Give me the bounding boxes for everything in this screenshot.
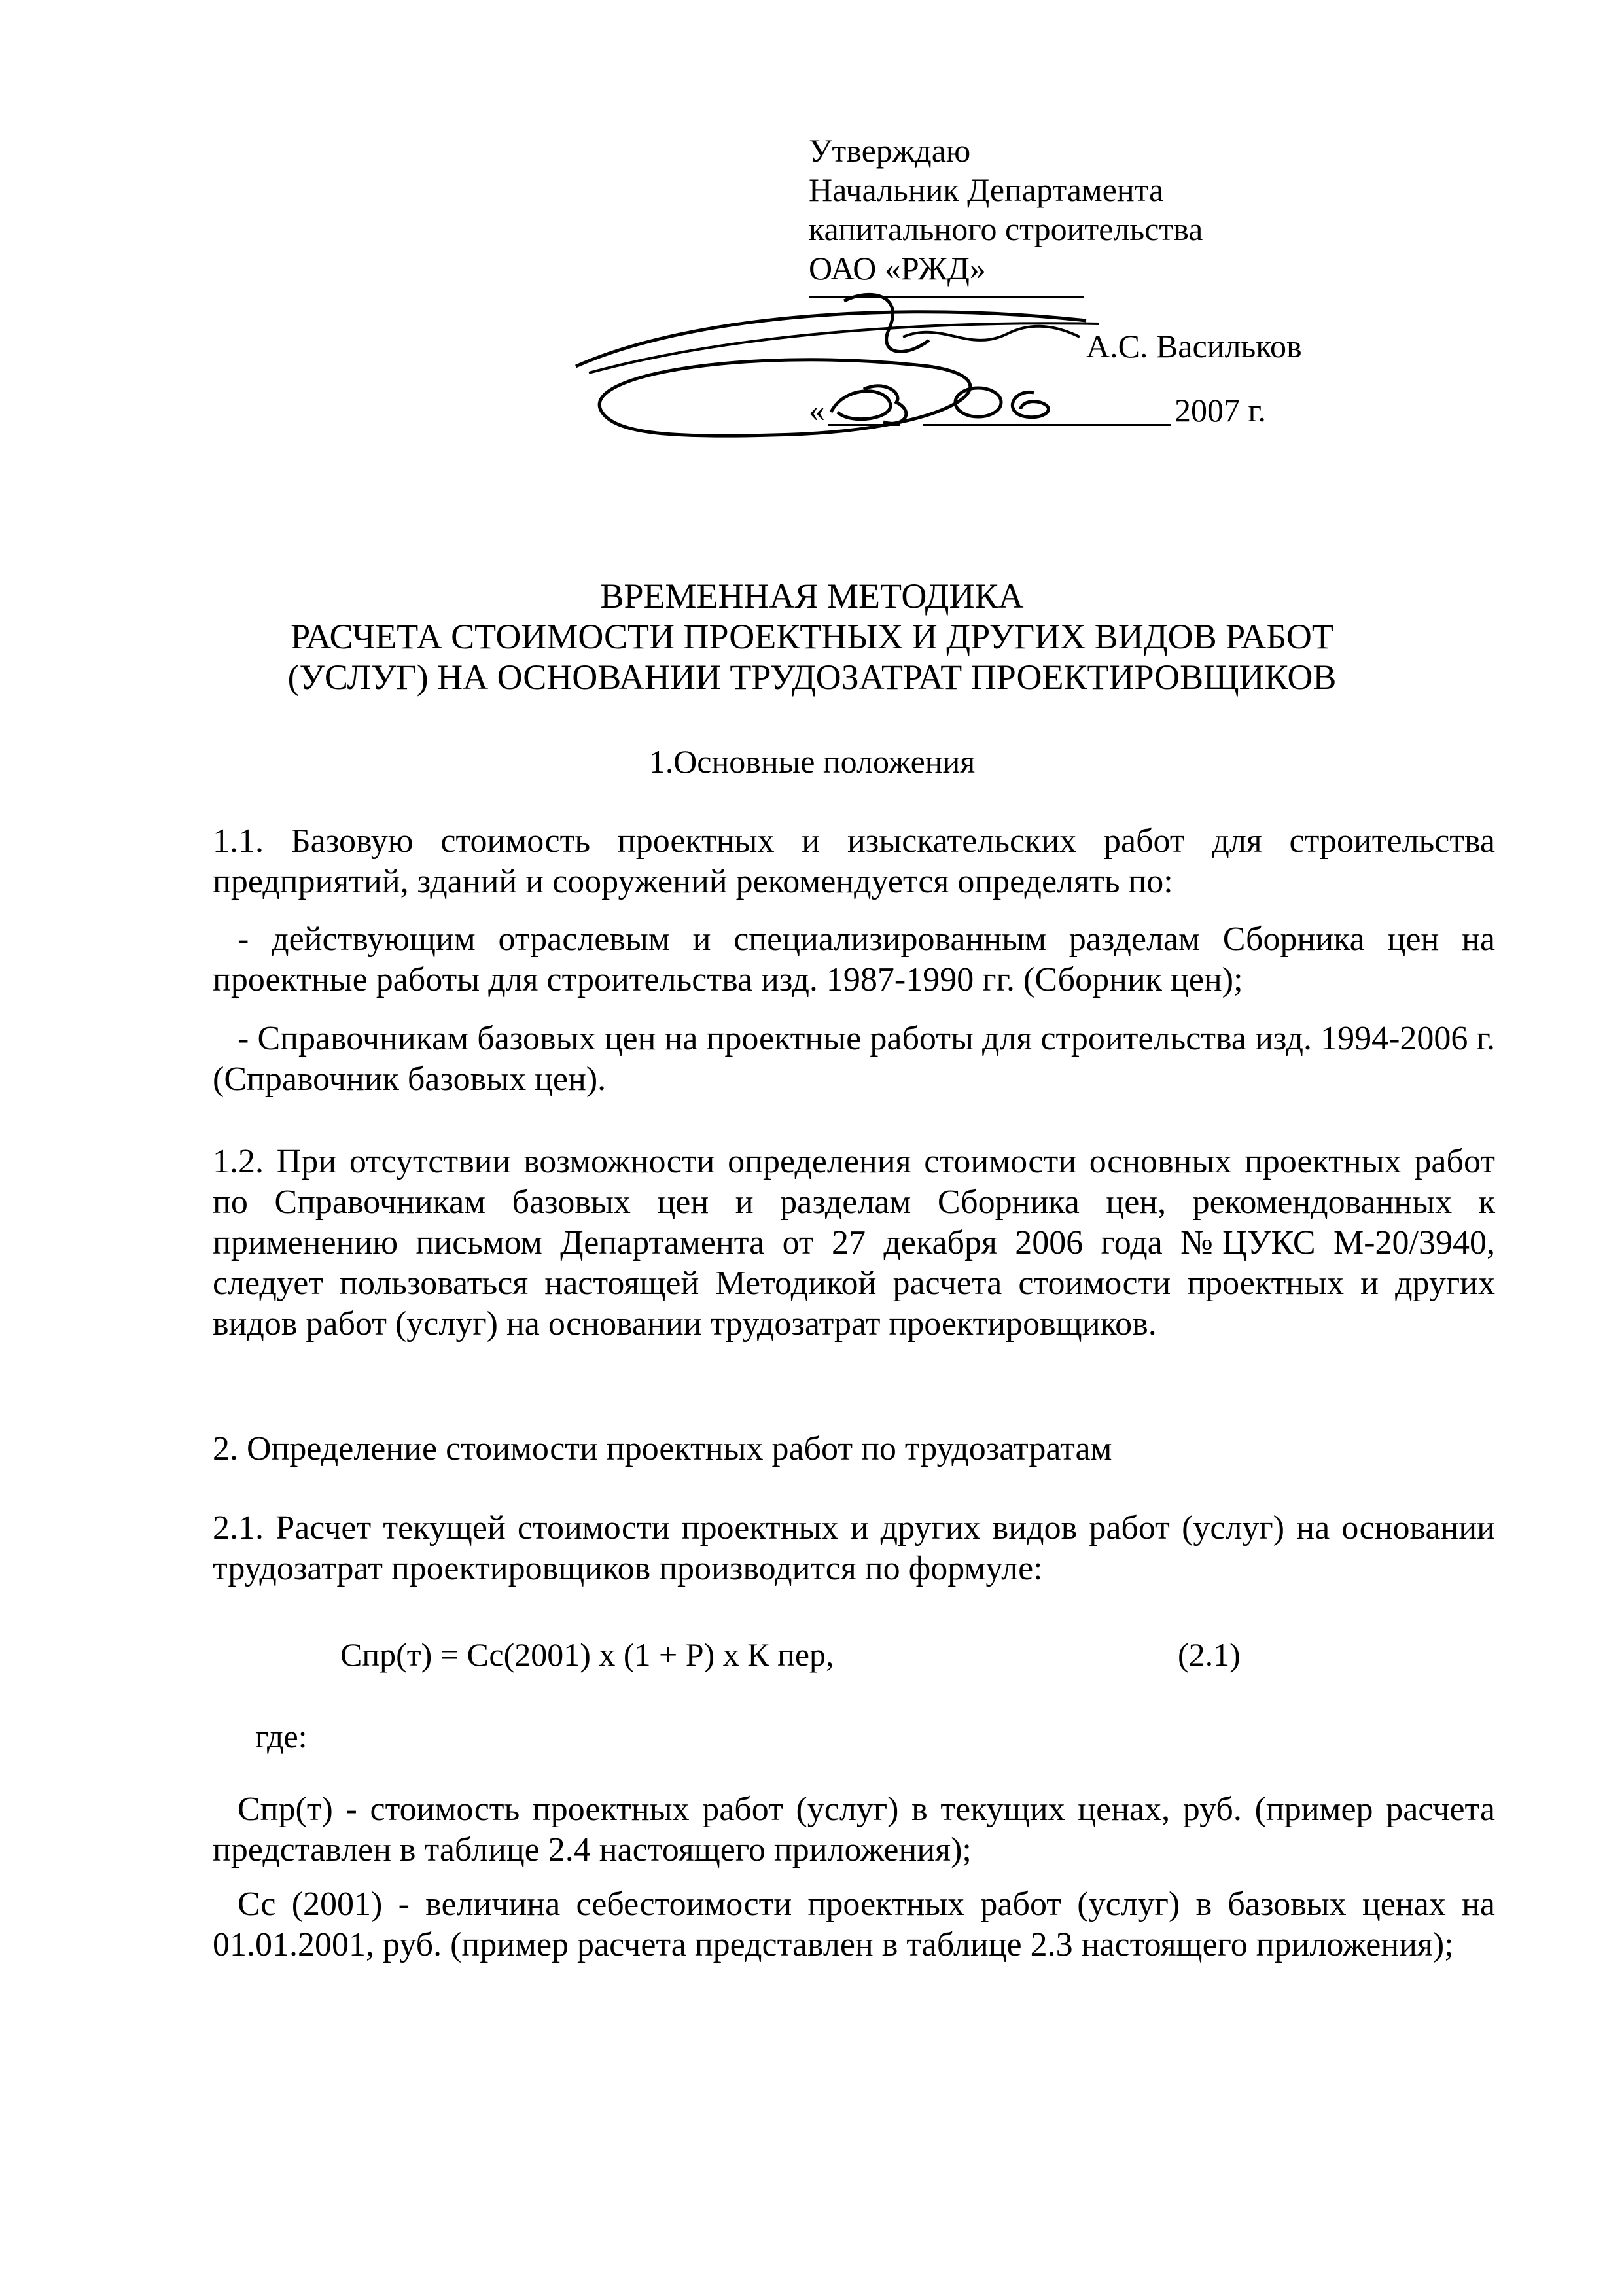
approval-company: ОАО «РЖД» — [809, 250, 986, 287]
paragraph-1-1-a: - действующим отраслевым и специализированным разделам Сборника цен на проектные работы для строительства изд. 1987-1990 гг. (Сборник цен); — [213, 921, 1495, 998]
date-year: 2007 г. — [1174, 392, 1266, 429]
section2-heading: 2. Определение стоимости проектных работ по трудозатратам — [213, 1430, 1112, 1467]
paragraph-1-2: 1.2. При отсутствии возможности определения стоимости основных проектных работ по Справочникам базовых цен и разделам Сборника цен, рекомендованных к применению письмом Департамента от 27 декабря 2006 года №ЦУКС М-20/3940, следует пользоваться настоящей Методикой расчета стоимости проектных и других видов работ (услуг) на основании трудозатрат проектировщиков. — [213, 1143, 1495, 1342]
formula-2-1: Спр(т) = Сс(2001) х (1 + Р) х К пер, — [340, 1636, 834, 1673]
section1-heading: 1.Основные положения — [648, 743, 976, 780]
definition-ss: Сс (2001) - величина себестоимости проектных работ (услуг) в базовых ценах на 01.01.2001, руб. (пример расчета представлен в таблице 2.3 настоящего приложения); — [213, 1885, 1495, 1963]
definition-spr: Спр(т) - стоимость проектных работ (услуг) в текущих ценах, руб. (пример расчета представлен в таблице 2.4 настоящего приложения); — [213, 1791, 1495, 1868]
approval-position: Начальник Департамента — [809, 171, 1164, 208]
where-label: где: — [255, 1718, 308, 1755]
date-open-quote: « — [809, 392, 825, 429]
approval-department: капитального строительства — [809, 211, 1203, 247]
approval-signer: А.С. Васильков — [1086, 328, 1302, 364]
formula-number: (2.1) — [1178, 1636, 1241, 1673]
doc-title-line3: (УСЛУГ) НА ОСНОВАНИИ ТРУДОЗАТРАТ ПРОЕКТИРОВЩИКОВ — [287, 658, 1337, 697]
doc-title-line1: ВРЕМЕННАЯ МЕТОДИКА — [600, 576, 1024, 616]
handwritten-date — [824, 373, 1165, 432]
doc-title-line2: РАСЧЕТА СТОИМОСТИ ПРОЕКТНЫХ И ДРУГИХ ВИДОВ РАБОТ — [291, 617, 1333, 656]
paragraph-1-1-b: - Справочникам базовых цен на проектные работы для строительства изд. 1994-2006 г. (Справочник базовых цен). — [213, 1020, 1495, 1098]
paragraph-1-1: 1.1. Базовую стоимость проектных и изыскательских работ для строительства предприятий, зданий и сооружений рекомендуется определять по: — [213, 822, 1495, 900]
approval-approve: Утверждаю — [809, 132, 971, 169]
paragraph-2-1: 2.1. Расчет текущей стоимости проектных и других видов работ (услуг) на основании трудозатрат проектировщиков производится по формуле: — [213, 1509, 1495, 1587]
approval-block — [809, 131, 1398, 288]
